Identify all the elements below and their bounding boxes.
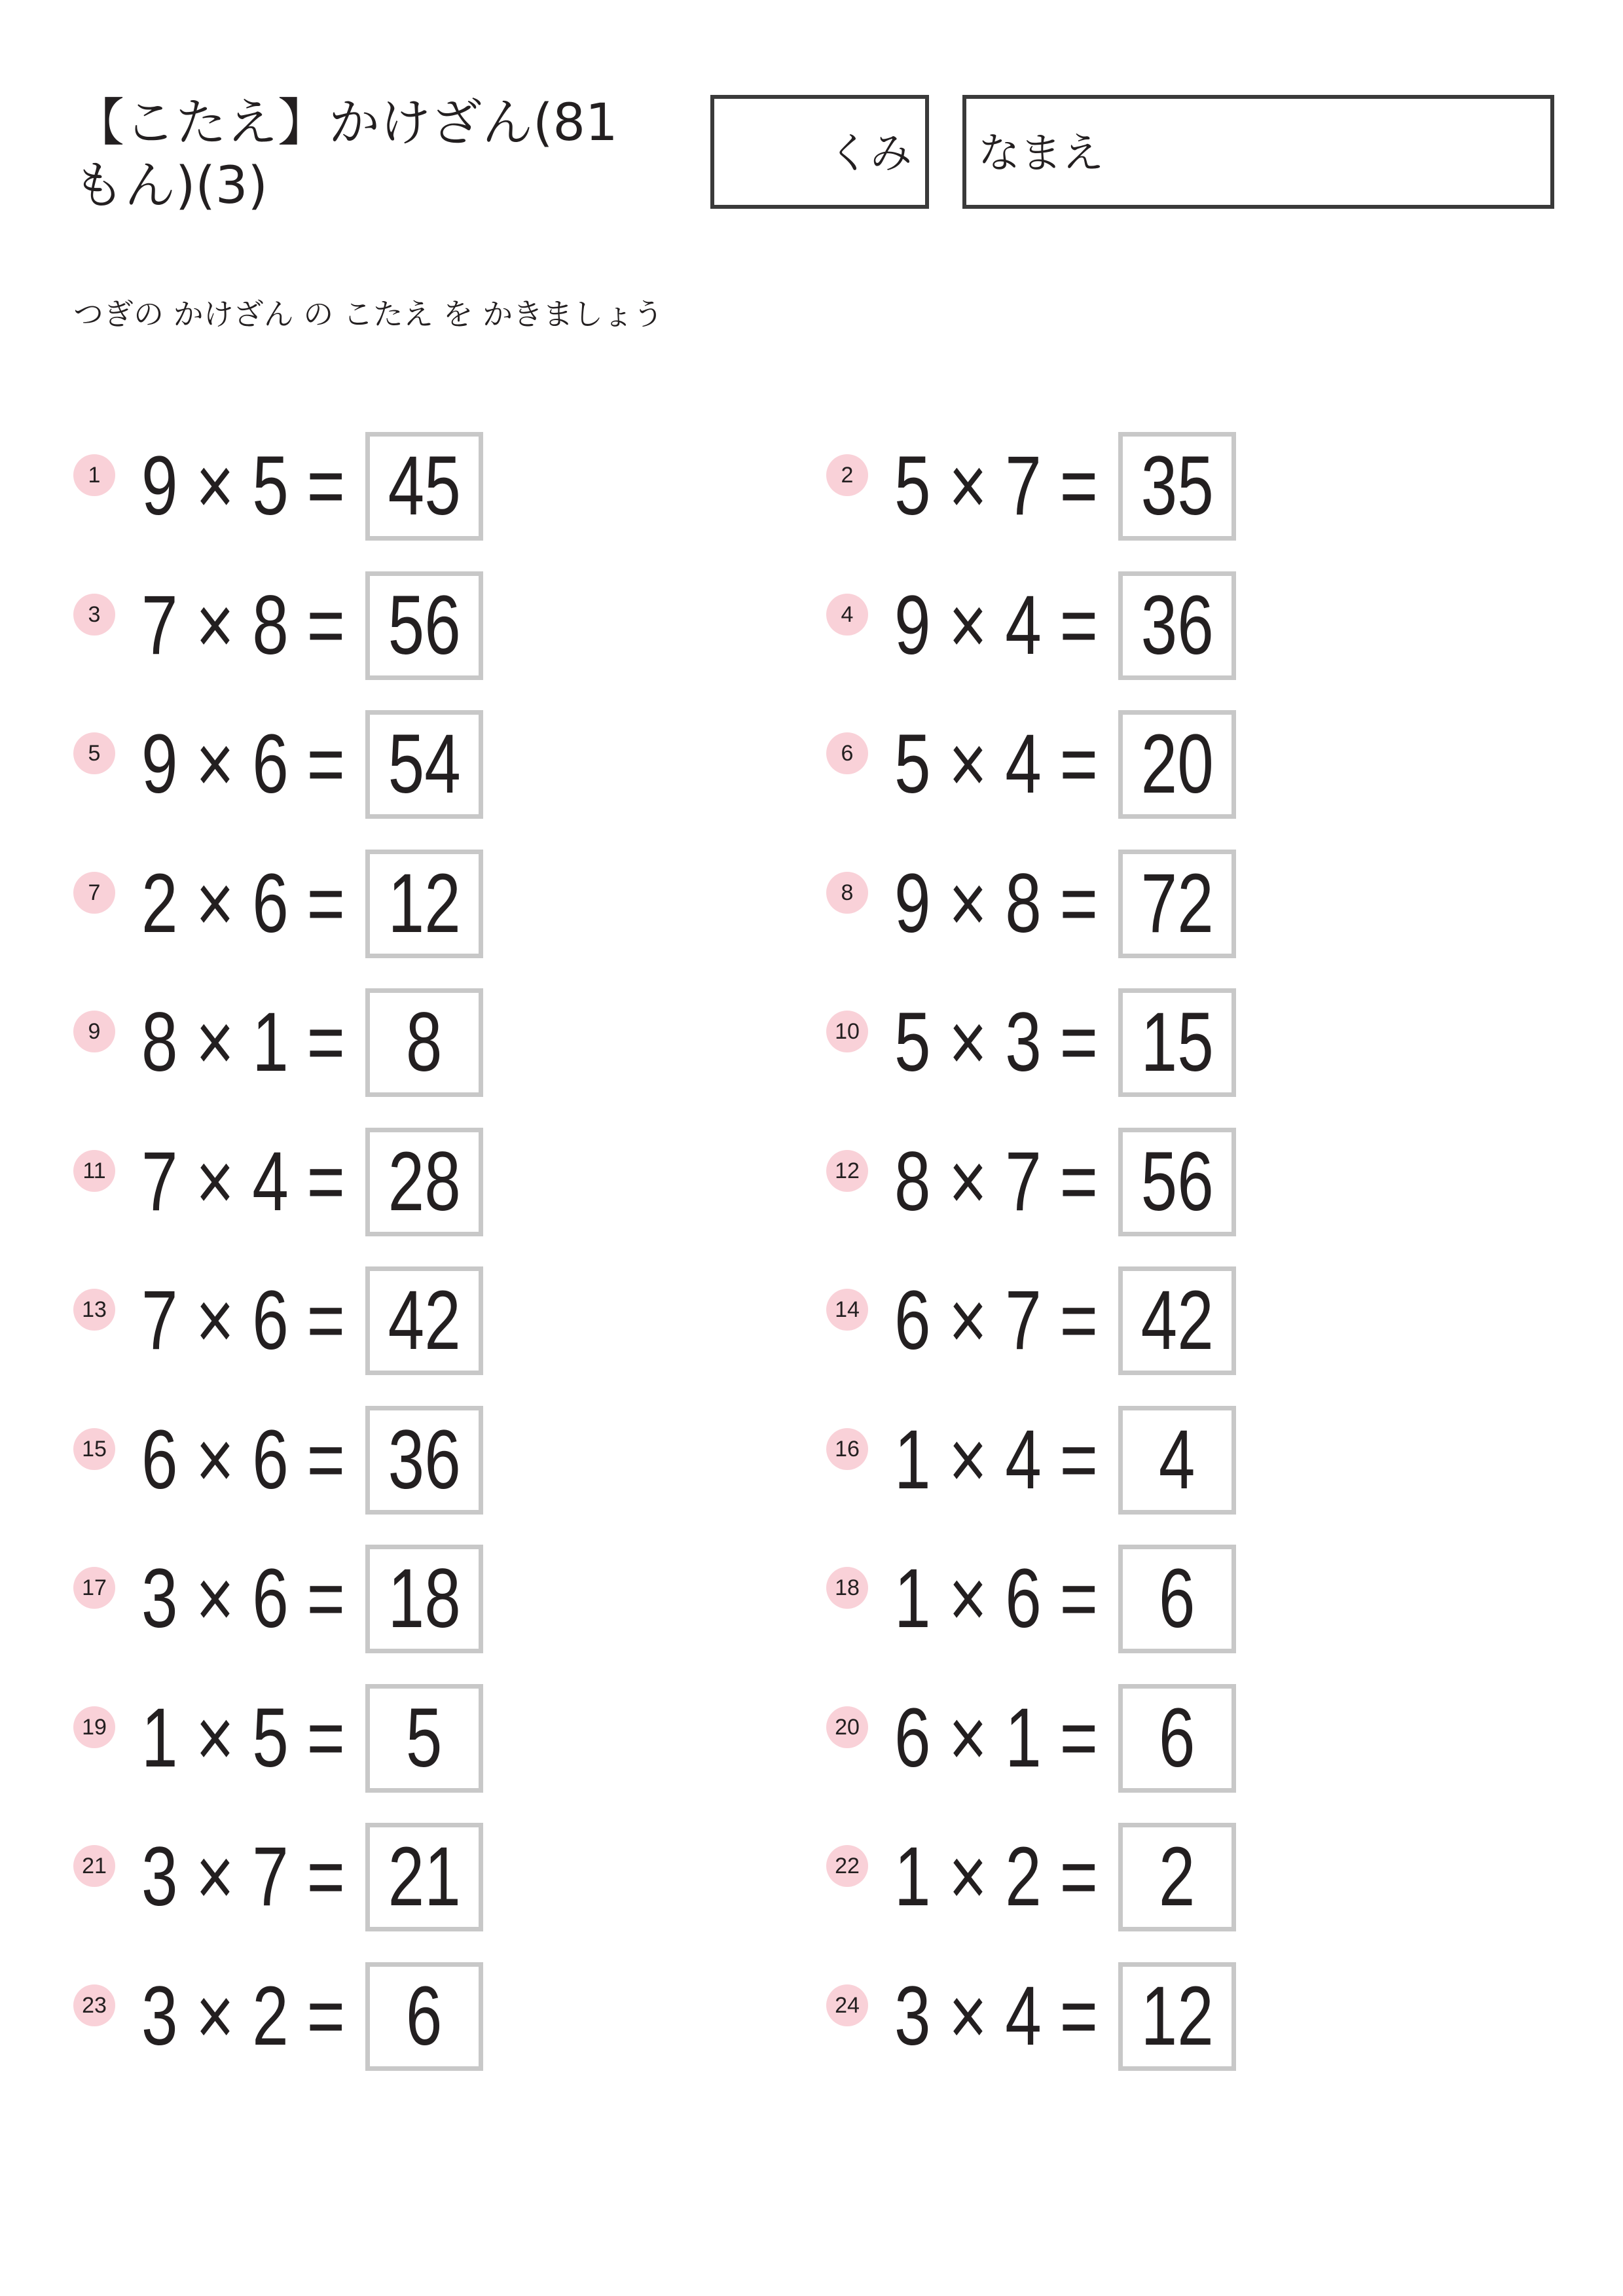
problem-expression: 6 × 7 = [894, 1274, 1098, 1367]
answer-value: 45 [388, 439, 461, 533]
problem-expression: 6 × 1 = [894, 1691, 1098, 1785]
problem-number-badge: 21 [73, 1845, 115, 1887]
problem-number-badge: 16 [826, 1428, 868, 1470]
problem-number-badge: 23 [73, 1984, 115, 2026]
answer-value: 54 [388, 717, 461, 811]
problem-number-badge: 18 [826, 1567, 868, 1609]
answer-box[interactable] [1118, 988, 1236, 1097]
problem-expression: 9 × 4 = [894, 579, 1098, 672]
problem-item [73, 1545, 663, 1655]
problem-expression: 3 × 2 = [141, 1969, 345, 2063]
answer-value: 42 [388, 1274, 461, 1367]
answer-value: 2 [1159, 1830, 1195, 1924]
problem-number-badge: 10 [826, 1011, 868, 1052]
answer-box[interactable] [365, 432, 483, 541]
answer-box[interactable] [365, 1684, 483, 1793]
problem-number-badge: 8 [826, 872, 868, 914]
problem-number-badge: 24 [826, 1984, 868, 2026]
answer-value: 4 [1159, 1413, 1195, 1507]
problem-number-badge: 3 [73, 594, 115, 636]
problem-number-badge: 14 [826, 1289, 868, 1331]
answer-value: 5 [406, 1691, 443, 1785]
answer-box[interactable] [1118, 1962, 1236, 2071]
problem-expression: 5 × 7 = [894, 439, 1098, 533]
problem-item [73, 1823, 663, 1933]
answer-box[interactable] [365, 1823, 483, 1931]
problem-number-badge: 13 [73, 1289, 115, 1331]
problem-item [73, 1266, 663, 1376]
answer-value: 72 [1140, 857, 1214, 950]
problem-item [73, 850, 663, 960]
problem-number-badge: 7 [73, 872, 115, 914]
problem-number-badge: 20 [826, 1706, 868, 1748]
answer-value: 12 [1140, 1969, 1214, 2063]
problem-number-badge: 11 [73, 1150, 115, 1192]
answer-box[interactable] [1118, 1823, 1236, 1931]
worksheet-title: 【こたえ】かけざん(81もん)(3) [73, 94, 618, 215]
problem-number-badge: 1 [73, 454, 115, 496]
problem-item [826, 988, 1415, 1098]
answer-box[interactable] [365, 1266, 483, 1375]
problem-item [73, 1684, 663, 1794]
problem-item [826, 710, 1415, 820]
answer-box[interactable] [1118, 710, 1236, 819]
answer-value: 36 [1140, 579, 1214, 672]
problem-item [826, 1128, 1415, 1238]
answer-value: 6 [1159, 1691, 1195, 1785]
problem-expression: 1 × 6 = [894, 1552, 1098, 1645]
answer-value: 56 [388, 579, 461, 672]
problem-item [73, 988, 663, 1098]
problem-expression: 8 × 1 = [141, 996, 345, 1089]
problem-number-badge: 22 [826, 1845, 868, 1887]
answer-box[interactable] [1118, 850, 1236, 958]
problem-item [73, 1962, 663, 2072]
answer-value: 6 [1159, 1552, 1195, 1645]
name-field[interactable] [962, 95, 1554, 209]
problem-item [826, 1406, 1415, 1516]
answer-value: 6 [406, 1969, 443, 2063]
problem-expression: 7 × 6 = [141, 1274, 345, 1367]
answer-box[interactable] [1118, 1406, 1236, 1515]
problem-expression: 1 × 4 = [894, 1413, 1098, 1507]
answer-box[interactable] [365, 1128, 483, 1236]
answer-box[interactable] [1118, 432, 1236, 541]
problem-item [73, 432, 663, 542]
answer-value: 18 [388, 1552, 461, 1645]
answer-box[interactable] [1118, 1684, 1236, 1793]
answer-box[interactable] [1118, 1545, 1236, 1653]
answer-box[interactable] [365, 1962, 483, 2071]
problem-number-badge: 2 [826, 454, 868, 496]
problem-item [826, 432, 1415, 542]
problem-expression: 3 × 6 = [141, 1552, 345, 1645]
answer-box[interactable] [365, 988, 483, 1097]
answer-box[interactable] [365, 1406, 483, 1515]
problem-expression: 3 × 4 = [894, 1969, 1098, 2063]
problem-number-badge: 12 [826, 1150, 868, 1192]
problem-expression: 2 × 6 = [141, 857, 345, 950]
problem-item [73, 571, 663, 681]
problem-number-badge: 6 [826, 732, 868, 774]
answer-value: 56 [1140, 1135, 1214, 1229]
answer-value: 15 [1140, 996, 1214, 1089]
problem-item [73, 1406, 663, 1516]
answer-value: 28 [388, 1135, 461, 1229]
problem-expression: 9 × 5 = [141, 439, 345, 533]
problem-expression: 1 × 2 = [894, 1830, 1098, 1924]
answer-box[interactable] [365, 1545, 483, 1653]
problem-number-badge: 17 [73, 1567, 115, 1609]
problem-expression: 5 × 3 = [894, 996, 1098, 1089]
answer-value: 20 [1140, 717, 1214, 811]
answer-value: 35 [1140, 439, 1214, 533]
problem-item [73, 1128, 663, 1238]
class-field[interactable] [710, 95, 929, 209]
problem-item [826, 1684, 1415, 1794]
problem-item [73, 710, 663, 820]
problem-expression: 6 × 6 = [141, 1413, 345, 1507]
answer-value: 8 [406, 996, 443, 1089]
problem-expression: 3 × 7 = [141, 1830, 345, 1924]
problem-number-badge: 9 [73, 1011, 115, 1052]
problem-number-badge: 19 [73, 1706, 115, 1748]
answer-value: 12 [388, 857, 461, 950]
answer-value: 21 [388, 1830, 461, 1924]
answer-box[interactable] [1118, 1266, 1236, 1375]
problem-expression: 8 × 7 = [894, 1135, 1098, 1229]
problem-expression: 9 × 8 = [894, 857, 1098, 950]
problem-item [826, 1962, 1415, 2072]
class-label: くみ [828, 130, 912, 178]
problem-expression: 5 × 4 = [894, 717, 1098, 811]
problem-number-badge: 4 [826, 594, 868, 636]
problem-expression: 7 × 8 = [141, 579, 345, 672]
name-label: なまえ [978, 130, 1104, 178]
problem-item [826, 850, 1415, 960]
problem-item [826, 1545, 1415, 1655]
problem-expression: 1 × 5 = [141, 1691, 345, 1785]
instruction-text: つぎの かけざん の こたえ を かきましょう [73, 296, 664, 332]
answer-box[interactable] [365, 850, 483, 958]
problem-item [826, 571, 1415, 681]
answer-box[interactable] [365, 571, 483, 680]
problem-expression: 7 × 4 = [141, 1135, 345, 1229]
answer-value: 36 [388, 1413, 461, 1507]
problem-number-badge: 15 [73, 1428, 115, 1470]
problem-expression: 9 × 6 = [141, 717, 345, 811]
answer-box[interactable] [1118, 571, 1236, 680]
answer-value: 42 [1140, 1274, 1214, 1367]
answer-box[interactable] [1118, 1128, 1236, 1236]
answer-box[interactable] [365, 710, 483, 819]
problem-item [826, 1266, 1415, 1376]
problem-item [826, 1823, 1415, 1933]
problem-number-badge: 5 [73, 732, 115, 774]
